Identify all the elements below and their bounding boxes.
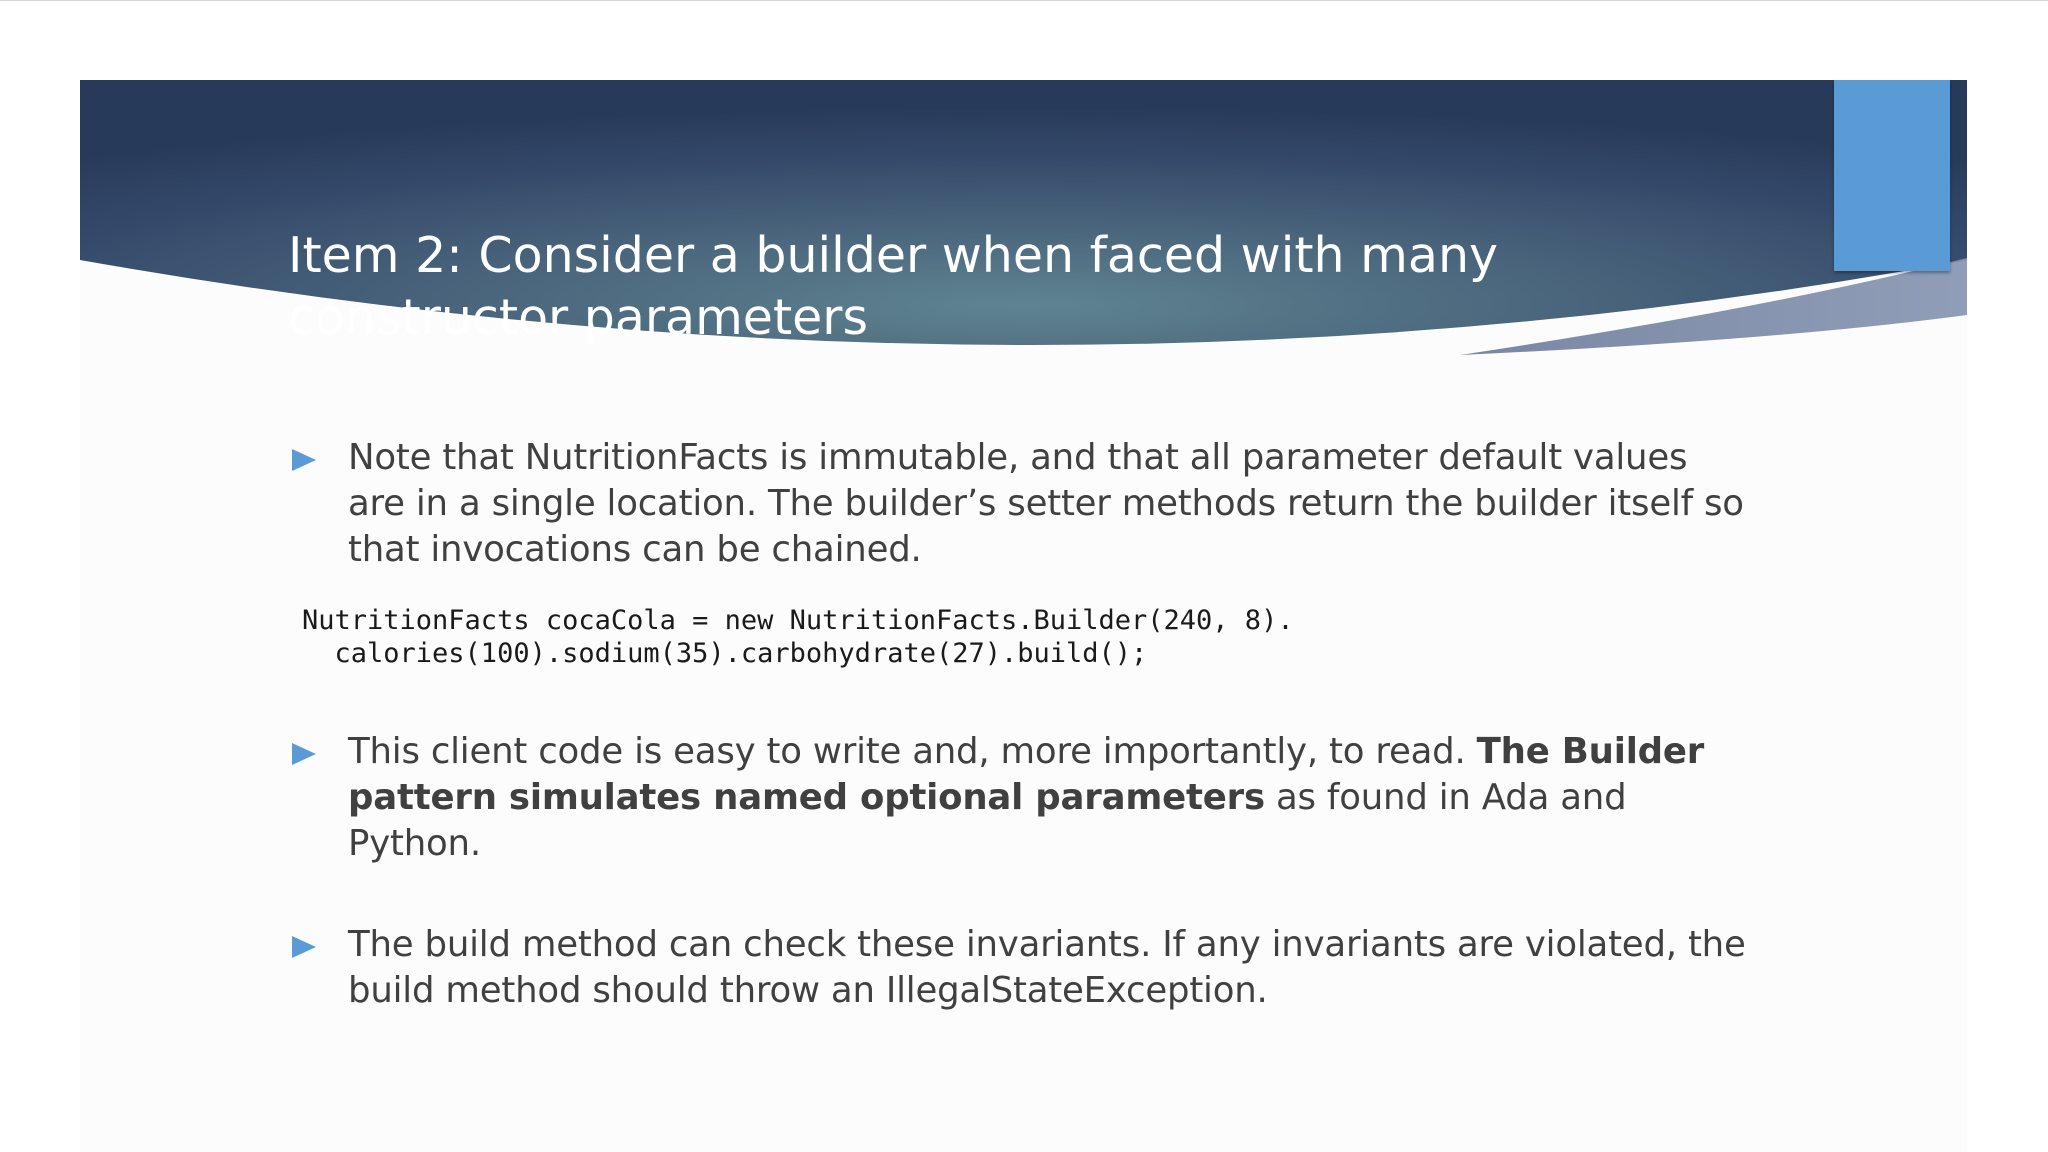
bullet-text-plain: as found in Ada and Python. xyxy=(348,777,1627,864)
bullet-item xyxy=(290,729,1750,867)
bullet-text xyxy=(348,729,1750,867)
window-top-border xyxy=(0,0,2048,1)
bullet-item xyxy=(290,435,1750,573)
code-snippet xyxy=(302,604,1294,670)
slide xyxy=(80,80,1967,1152)
triangle-right-icon xyxy=(290,922,348,968)
accent-bar xyxy=(1834,80,1950,271)
code-line: calories(100).sodium(35).carbohydrate(27).build(); xyxy=(302,638,1148,669)
slide-title: Item 2: Consider a builder when faced with many constructor parameters xyxy=(288,227,1498,346)
code-line: NutritionFacts cocaCola = new NutritionFacts.Builder(240, 8). xyxy=(302,605,1294,636)
bullet-text: Note that NutritionFacts is immutable, and that all parameter default values are in a single location. The builder’s setter methods return the builder itself so that invocations can be chained. xyxy=(348,437,1744,570)
triangle-right-icon xyxy=(290,435,348,481)
bullet-text-bold: The Builder pattern simulates named optional parameters xyxy=(348,731,1705,818)
bullet-text: The build method can check these invariants. If any invariants are violated, the build method should throw an IllegalStateException. xyxy=(348,924,1746,1011)
triangle-right-icon xyxy=(290,729,348,775)
bullet-item xyxy=(290,922,1750,1014)
bullet-text-plain: This client code is easy to write and, more importantly, to read. xyxy=(348,731,1477,772)
